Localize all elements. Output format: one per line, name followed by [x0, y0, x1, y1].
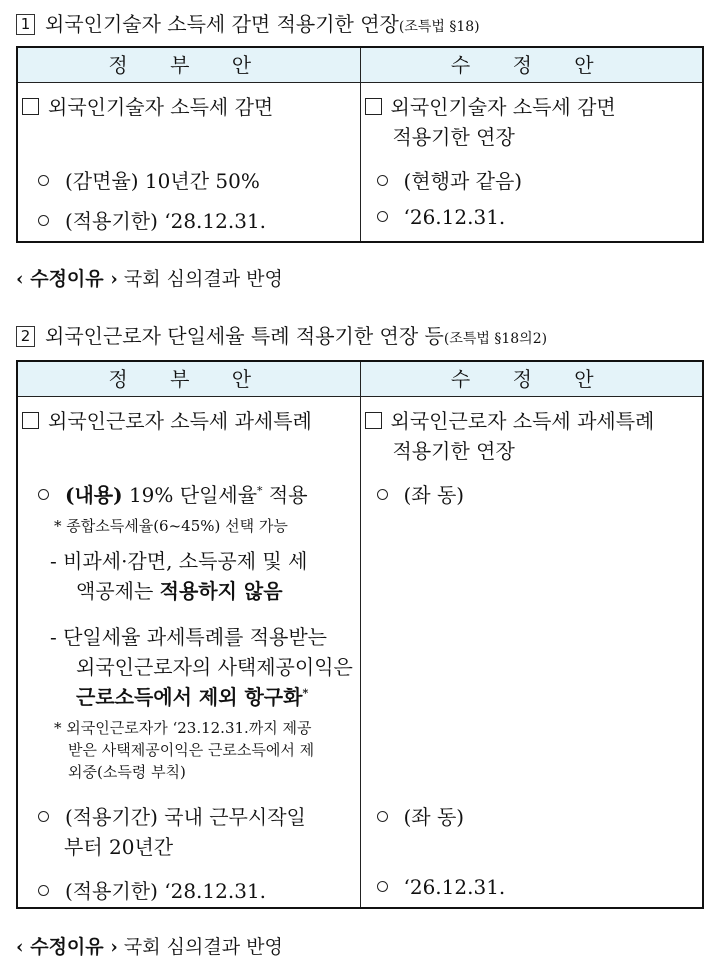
gov-dash-exclusion-line1: - 비과세·감면, 소득공제 및 세: [50, 549, 308, 573]
gov-heading: 외국인기술자 소득세 감면: [22, 91, 273, 120]
checkbox-square-icon: [365, 98, 382, 115]
comparison-table-2: [16, 360, 704, 909]
checkbox-square-icon: [365, 412, 382, 429]
bullet-circle-icon: [38, 489, 49, 500]
gov-item-period: (적용기간) 국내 근무시작일: [38, 801, 306, 830]
revision-reason-label: ‹ 수정이유 ›: [16, 268, 118, 290]
bullet-circle-icon: [377, 175, 388, 186]
rev-heading: 외국인근로자 소득세 과세특례: [365, 405, 655, 434]
section-number-box: 1: [16, 14, 35, 35]
law-reference: (조특법 §18의2): [443, 331, 548, 347]
rev-heading-line2: 적용기한 연장: [392, 439, 515, 463]
revision-reason-text: 국회 심의결과 반영: [123, 936, 283, 958]
revised-plan-cell: [360, 397, 703, 909]
bullet-circle-icon: [38, 175, 49, 186]
revised-plan-cell: [360, 83, 703, 243]
checkbox-square-icon: [22, 98, 39, 115]
rev-item-rate: (현행과 같음): [377, 165, 523, 194]
gov-note-tax-rate: * 종합소득세율(6~45%) 선택 가능: [54, 517, 288, 535]
rev-heading-line2: 적용기한 연장: [392, 125, 515, 149]
section-1-title: [16, 8, 480, 37]
section-title-text: 외국인기술자 소득세 감면 적용기한 연장: [45, 12, 399, 36]
section-2-title: [16, 320, 547, 349]
header-revised-plan: 수 정 안: [360, 361, 703, 397]
rev-item-deadline: ‘26.12.31.: [377, 205, 506, 229]
government-plan-cell: [17, 83, 360, 243]
header-government-plan: 정 부 안: [17, 47, 360, 83]
revision-reason-1: [16, 264, 283, 291]
bullet-circle-icon: [38, 885, 49, 896]
rev-heading: 외국인기술자 소득세 감면: [365, 91, 616, 120]
gov-item-content: (내용) 19% 단일세율* 적용: [38, 479, 308, 508]
rev-item-period: (좌 동): [377, 801, 465, 830]
revision-reason-text: 국회 심의결과 반영: [123, 268, 283, 290]
gov-dash-housing-line1: - 단일세율 과세특례를 적용받는: [50, 625, 327, 649]
section-number-box: 2: [16, 326, 35, 347]
gov-note-housing-line1: * 외국인근로자가 ‘23.12.31.까지 제공: [54, 719, 312, 737]
gov-note-housing-line2: 받은 사택제공이익은 근로소득에서 제: [68, 741, 315, 759]
gov-item-rate: (감면율) 10년간 50%: [38, 165, 260, 194]
gov-note-housing-line3: 외중(소득령 부칙): [68, 763, 186, 781]
rev-item-content: (좌 동): [377, 479, 465, 508]
gov-dash-housing-line3: 근로소득에서 제외 항구화*: [76, 685, 309, 709]
revision-reason-2: [16, 932, 283, 959]
bullet-circle-icon: [38, 215, 49, 226]
gov-dash-exclusion-line2: 액공제는 적용하지 않음: [76, 579, 283, 603]
government-plan-cell: [17, 397, 360, 909]
bullet-circle-icon: [38, 811, 49, 822]
rev-item-deadline: ‘26.12.31.: [377, 875, 506, 899]
gov-heading: 외국인근로자 소득세 과세특례: [22, 405, 312, 434]
gov-item-period-line2: 부터 20년간: [64, 835, 174, 859]
gov-item-deadline: (적용기한) ‘28.12.31.: [38, 205, 266, 234]
header-revised-plan: 수 정 안: [360, 47, 703, 83]
bullet-circle-icon: [377, 881, 388, 892]
law-reference: (조특법 §18): [398, 19, 480, 35]
bullet-circle-icon: [377, 211, 388, 222]
bullet-circle-icon: [377, 811, 388, 822]
gov-item-deadline: (적용기한) ‘28.12.31.: [38, 875, 266, 904]
comparison-table-1: [16, 46, 704, 243]
revision-reason-label: ‹ 수정이유 ›: [16, 936, 118, 958]
gov-dash-housing-line2: 외국인근로자의 사택제공이익은: [76, 655, 353, 679]
checkbox-square-icon: [22, 412, 39, 429]
section-title-text: 외국인근로자 단일세율 특례 적용기한 연장 등: [45, 324, 444, 348]
header-government-plan: 정 부 안: [17, 361, 360, 397]
bullet-circle-icon: [377, 489, 388, 500]
